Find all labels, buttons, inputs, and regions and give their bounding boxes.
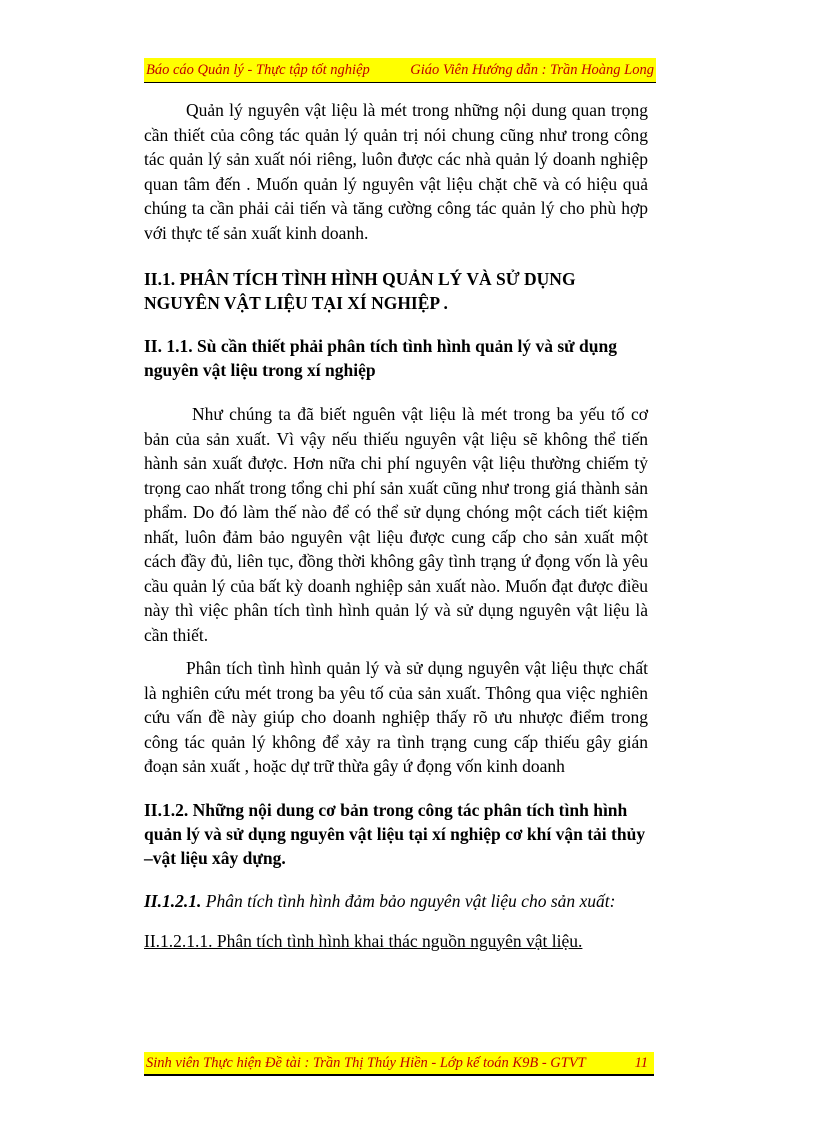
- page-footer: [144, 1052, 654, 1075]
- page-number: 11: [634, 1055, 648, 1071]
- section-heading-ii-1-2-1: [144, 889, 648, 913]
- intro-paragraph: Quản lý nguyên vật liệu là mét trong những nội dung quan trọng cần thiết của công tác quản lý quản trị nói chung cũng như trong công tác quản lý sản xuất nói riêng, luôn được các nhà quản lý doanh nghiệp quan tâm đến . Muốn quản lý nguyên vật liệu chặt chẽ và có hiệu quả chúng ta cần phải cải tiến và tăng cường công tác quản lý cho phù hợp với thực tế sản xuất kinh doanh.: [144, 100, 648, 243]
- section-heading-line1: II.1. PHÂN TÍCH TÌNH HÌNH QUẢN LÝ VÀ SỬ DỤNG: [144, 269, 576, 289]
- section-title: Phân tích tình hình đảm bảo nguyên vật liệu cho sản xuất:: [201, 890, 616, 911]
- section-heading-ii-1-1: II. 1.1. Sù cần thiết phải phân tích tình hình quản lý và sử dụng nguyên vật liệu trong xí nghiệp: [144, 336, 617, 380]
- section-number: II.1.2.1.: [144, 890, 202, 911]
- header-right-text: Giáo Viên Hướng dẫn : Trần Hoàng Long: [410, 62, 654, 78]
- header-left-text: Báo cáo Quản lý - Thực tập tốt nghiệp: [146, 62, 370, 78]
- section-heading-line2: NGUYÊN VẬT LIỆU TẠI XÍ NGHIỆP .: [144, 293, 448, 313]
- section-heading-ii-1-2: II.1.2. Những nội dung cơ bản trong công tác phân tích tình hình quản lý và sử dụng nguyên vật liệu tại xí nghiệp cơ khí vận tải thủy –vật liệu xây dựng.: [144, 799, 646, 868]
- section-heading-ii-1: [144, 267, 648, 315]
- paragraph-necessity: Như chúng ta đã biết nguên vật liệu là mét trong ba yếu tố cơ bản của sản xuất. Vì vậy nếu thiếu nguyên vật liệu sẽ không thể tiến hành sản xuất được. Hơn nữa chi phí nguyên vật liệu thường chiếm tỷ trọng cao nhất trong tổng chi phí sản xuất cũng như trong giá thành sản phẩm. Do đó làm thế nào để có thể sử dụng chóng một cách tiết kiệm nhất, luôn đảm bảo nguyên vật liệu được cung cấp cho sản xuất một cách đầy đủ, liên tục, đồng thời không gây tình trạng ứ đọng vốn là yêu cầu quản lý của bất kỳ doanh nghiệp sản xuất nào. Muốn đạt được điều này thì việc phân tích tình hình quản lý và sử dụng nguyên vật liệu là cần thiết.: [144, 404, 648, 645]
- footer-rule: [144, 1074, 654, 1076]
- section-heading-ii-1-2-1-1: II.1.2.1.1. Phân tích tình hình khai thác nguồn nguyên vật liệu.: [144, 930, 583, 951]
- page-content: [144, 98, 648, 953]
- paragraph-analysis: Phân tích tình hình quản lý và sử dụng nguyên vật liệu thực chất là nghiên cứu mét trong ba yêu tố của sản xuất. Thông qua việc nghiên cứu vấn đề này giúp cho doanh nghiệp thấy rõ ưu nhược điểm trong công tác quản lý không để xảy ra tình trạng cung cấp thiếu gây gián đoạn sản xuất , hoặc dự trữ thừa gây ứ đọng vốn kinh doanh: [144, 658, 648, 776]
- page-header: [144, 58, 656, 83]
- footer-left-text: Sinh viên Thực hiện Đề tài : Trần Thị Thúy Hiền - Lớp kế toán K9B - GTVT: [146, 1055, 586, 1071]
